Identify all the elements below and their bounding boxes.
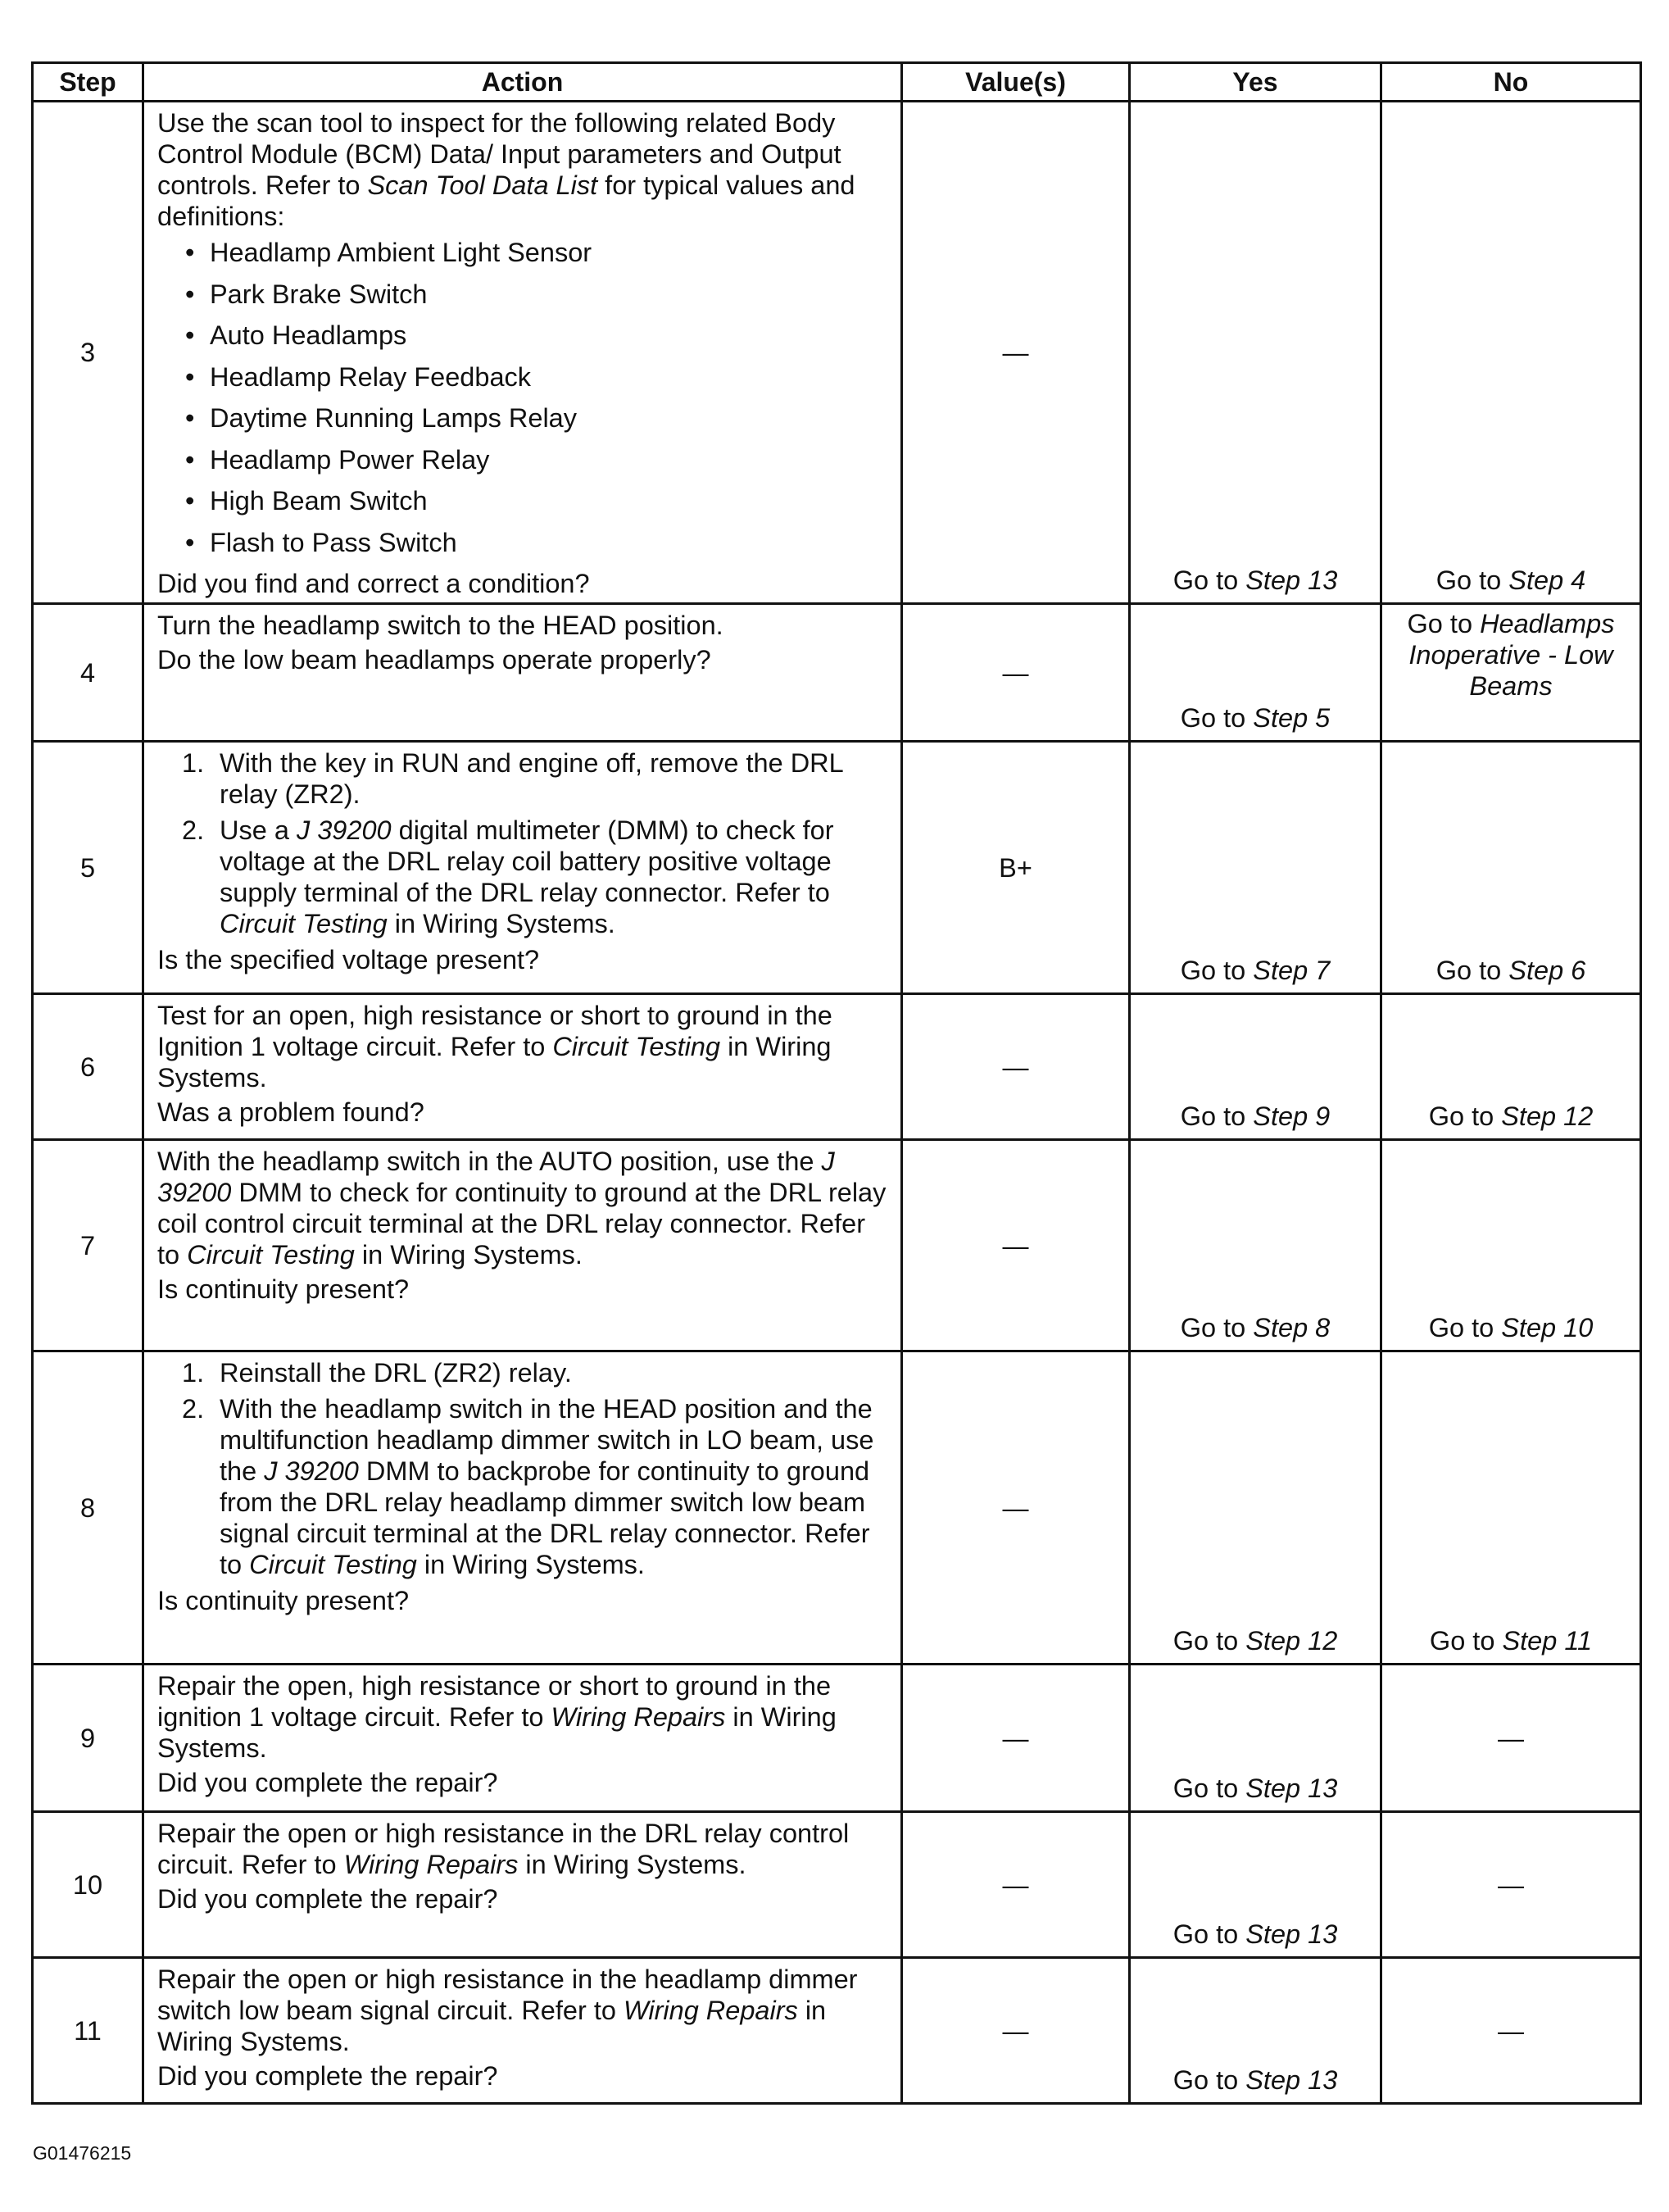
step-number: 11 <box>33 1958 143 2104</box>
table-row <box>33 994 1641 1140</box>
yes-cell: Go to Step 13 <box>1130 1812 1381 1958</box>
yes-cell: Go to Step 13 <box>1130 1958 1381 2104</box>
action-cell <box>143 1351 902 1665</box>
yes-cell: Go to Step 9 <box>1130 994 1381 1140</box>
list-item: • Headlamp Power Relay <box>157 444 892 475</box>
step-reference: Step 9 <box>1253 1101 1331 1131</box>
step-number: 7 <box>33 1140 143 1351</box>
step-number: 9 <box>33 1665 143 1812</box>
list-item: 1. With the key in RUN and engine off, remove the DRL relay (ZR2). <box>182 748 843 809</box>
list-item: 2. Use a J 39200 digital multimeter (DMM) to check for voltage at the DRL relay coil battery positive voltage supply terminal of the DRL relay connector. Refer to Circuit Testing in Wiring Systems. <box>182 815 834 938</box>
action-question: Did you complete the repair? <box>157 1884 498 1914</box>
action-text: Use the scan tool to inspect for the following related Body Control Module (BCM) Data/ Input parameters and Output controls. Refer to Scan Tool Data List for typical values and definitions: <box>157 108 855 231</box>
action-question: Is continuity present? <box>157 1274 410 1304</box>
value-cell: — <box>902 1958 1130 2104</box>
step-reference: Step 8 <box>1253 1313 1331 1342</box>
yes-cell: Go to Step 5 <box>1130 604 1381 742</box>
diagnostic-table <box>31 61 1642 2105</box>
action-text: Repair the open or high resistance in the headlamp dimmer switch low beam signal circuit. Refer to Wiring Repairs in Wiring Systems. <box>157 1964 858 2056</box>
list-item: • Headlamp Relay Feedback <box>157 361 892 393</box>
table-row <box>33 604 1641 742</box>
value-cell: — <box>902 604 1130 742</box>
parameter-list <box>157 237 892 558</box>
step-reference: Step 7 <box>1253 956 1331 985</box>
action-cell <box>143 1665 902 1812</box>
no-cell: — <box>1381 1665 1641 1812</box>
document-reference: Wiring Repairs <box>551 1702 726 1732</box>
value-cell: — <box>902 1665 1130 1812</box>
step-reference: Step 11 <box>1502 1626 1593 1656</box>
yes-cell: Go to Step 13 <box>1130 102 1381 604</box>
no-cell: Go to Step 11 <box>1381 1351 1641 1665</box>
step-reference: Step 12 <box>1245 1626 1338 1656</box>
no-cell: — <box>1381 1812 1641 1958</box>
document-reference: Scan Tool Data List <box>367 170 598 200</box>
list-item: • Daytime Running Lamps Relay <box>157 402 892 434</box>
step-reference: Step 10 <box>1501 1313 1594 1342</box>
value-cell: B+ <box>902 742 1130 994</box>
step-reference: Step 12 <box>1501 1101 1594 1131</box>
list-item: 2. With the headlamp switch in the HEAD position and the multifunction headlamp dimmer switch in LO beam, use the J 39200 DMM to backprobe for continuity to ground from the DRL relay headlamp dimmer switch low beam signal circuit terminal at the DRL relay connector. Refer to Circuit Testing in Wiring Systems. <box>182 1394 874 1579</box>
action-cell <box>143 1958 902 2104</box>
no-cell: — <box>1381 1958 1641 2104</box>
step-reference: Step 5 <box>1253 703 1331 733</box>
action-text: Test for an open, high resistance or short to ground in the Ignition 1 voltage circuit. Refer to Circuit Testing in Wiring Systems. <box>157 1001 832 1092</box>
step-number: 3 <box>33 102 143 604</box>
value-cell: — <box>902 102 1130 604</box>
document-reference: Circuit Testing <box>220 909 388 938</box>
no-cell: Go to Headlamps Inoperative - Low Beams <box>1381 604 1641 742</box>
yes-cell: Go to Step 7 <box>1130 742 1381 994</box>
action-question: Is continuity present? <box>157 1586 410 1615</box>
header-step: Step <box>33 63 143 102</box>
diagnostic-table-sheet <box>31 61 1640 2105</box>
tool-reference: J 39200 <box>264 1456 359 1486</box>
table-row <box>33 1140 1641 1351</box>
action-cell <box>143 102 902 604</box>
step-reference: Step 13 <box>1245 2065 1338 2095</box>
document-reference: Wiring Repairs <box>623 1996 798 2025</box>
table-row <box>33 742 1641 994</box>
table-row <box>33 1812 1641 1958</box>
step-reference: Step 13 <box>1245 565 1338 595</box>
list-item: • Flash to Pass Switch <box>157 527 892 558</box>
figure-id: G01476215 <box>33 2142 132 2164</box>
action-question: Did you find and correct a condition? <box>157 569 590 598</box>
tool-reference: J 39200 <box>296 815 392 845</box>
step-number: 10 <box>33 1812 143 1958</box>
value-cell: — <box>902 1140 1130 1351</box>
action-question: Do the low beam headlamps operate properly? <box>157 645 711 675</box>
step-reference: Step 13 <box>1245 1919 1338 1949</box>
action-question: Was a problem found? <box>157 1097 424 1127</box>
step-reference: Step 13 <box>1245 1774 1338 1803</box>
header-no: No <box>1381 63 1641 102</box>
table-row <box>33 102 1641 604</box>
procedure-list <box>157 1357 892 1580</box>
action-question: Did you complete the repair? <box>157 1768 498 1797</box>
no-cell: Go to Step 12 <box>1381 994 1641 1140</box>
action-cell <box>143 604 902 742</box>
procedure-list <box>157 747 892 939</box>
step-reference: Step 4 <box>1508 565 1586 595</box>
step-reference: Step 6 <box>1508 956 1586 985</box>
tool-reference: J 39200 <box>157 1147 835 1207</box>
yes-cell: Go to Step 8 <box>1130 1140 1381 1351</box>
header-row <box>33 63 1641 102</box>
no-cell: Go to Step 10 <box>1381 1140 1641 1351</box>
action-text: Repair the open, high resistance or short to ground in the ignition 1 voltage circuit. Refer to Wiring Repairs in Wiring Systems. <box>157 1671 837 1763</box>
action-question: Is the specified voltage present? <box>157 945 540 974</box>
list-item: • High Beam Switch <box>157 485 892 516</box>
table-row <box>33 1665 1641 1812</box>
action-question: Did you complete the repair? <box>157 2061 498 2091</box>
list-item: 1. Reinstall the DRL (ZR2) relay. <box>182 1358 572 1388</box>
action-cell <box>143 994 902 1140</box>
action-cell <box>143 742 902 994</box>
step-number: 4 <box>33 604 143 742</box>
table-row <box>33 1958 1641 2104</box>
value-cell: — <box>902 1812 1130 1958</box>
header-values: Value(s) <box>902 63 1130 102</box>
list-item: • Headlamp Ambient Light Sensor <box>157 237 892 268</box>
document-reference: Circuit Testing <box>552 1032 721 1061</box>
action-text: Repair the open or high resistance in the DRL relay control circuit. Refer to Wiring Repairs in Wiring Systems. <box>157 1819 850 1879</box>
document-reference: Circuit Testing <box>249 1550 417 1579</box>
action-cell <box>143 1812 902 1958</box>
no-cell: Go to Step 4 <box>1381 102 1641 604</box>
value-cell: — <box>902 994 1130 1140</box>
action-text: With the headlamp switch in the AUTO position, use the J 39200 DMM to check for continuity to ground at the DRL relay coil control circuit terminal at the DRL relay connector. Refer to Circuit Testing in Wiring Systems. <box>157 1147 887 1270</box>
action-text: Turn the headlamp switch to the HEAD position. <box>157 611 723 640</box>
step-number: 8 <box>33 1351 143 1665</box>
list-item: • Park Brake Switch <box>157 279 892 310</box>
yes-cell: Go to Step 13 <box>1130 1665 1381 1812</box>
header-yes: Yes <box>1130 63 1381 102</box>
document-reference: Headlamps Inoperative - Low Beams <box>1408 609 1615 701</box>
table-row <box>33 1351 1641 1665</box>
header-action: Action <box>143 63 902 102</box>
value-cell: — <box>902 1351 1130 1665</box>
step-number: 6 <box>33 994 143 1140</box>
action-cell <box>143 1140 902 1351</box>
no-cell: Go to Step 6 <box>1381 742 1641 994</box>
document-reference: Circuit Testing <box>187 1240 355 1270</box>
document-reference: Wiring Repairs <box>343 1850 519 1879</box>
step-number: 5 <box>33 742 143 994</box>
yes-cell: Go to Step 12 <box>1130 1351 1381 1665</box>
list-item: • Auto Headlamps <box>157 320 892 351</box>
